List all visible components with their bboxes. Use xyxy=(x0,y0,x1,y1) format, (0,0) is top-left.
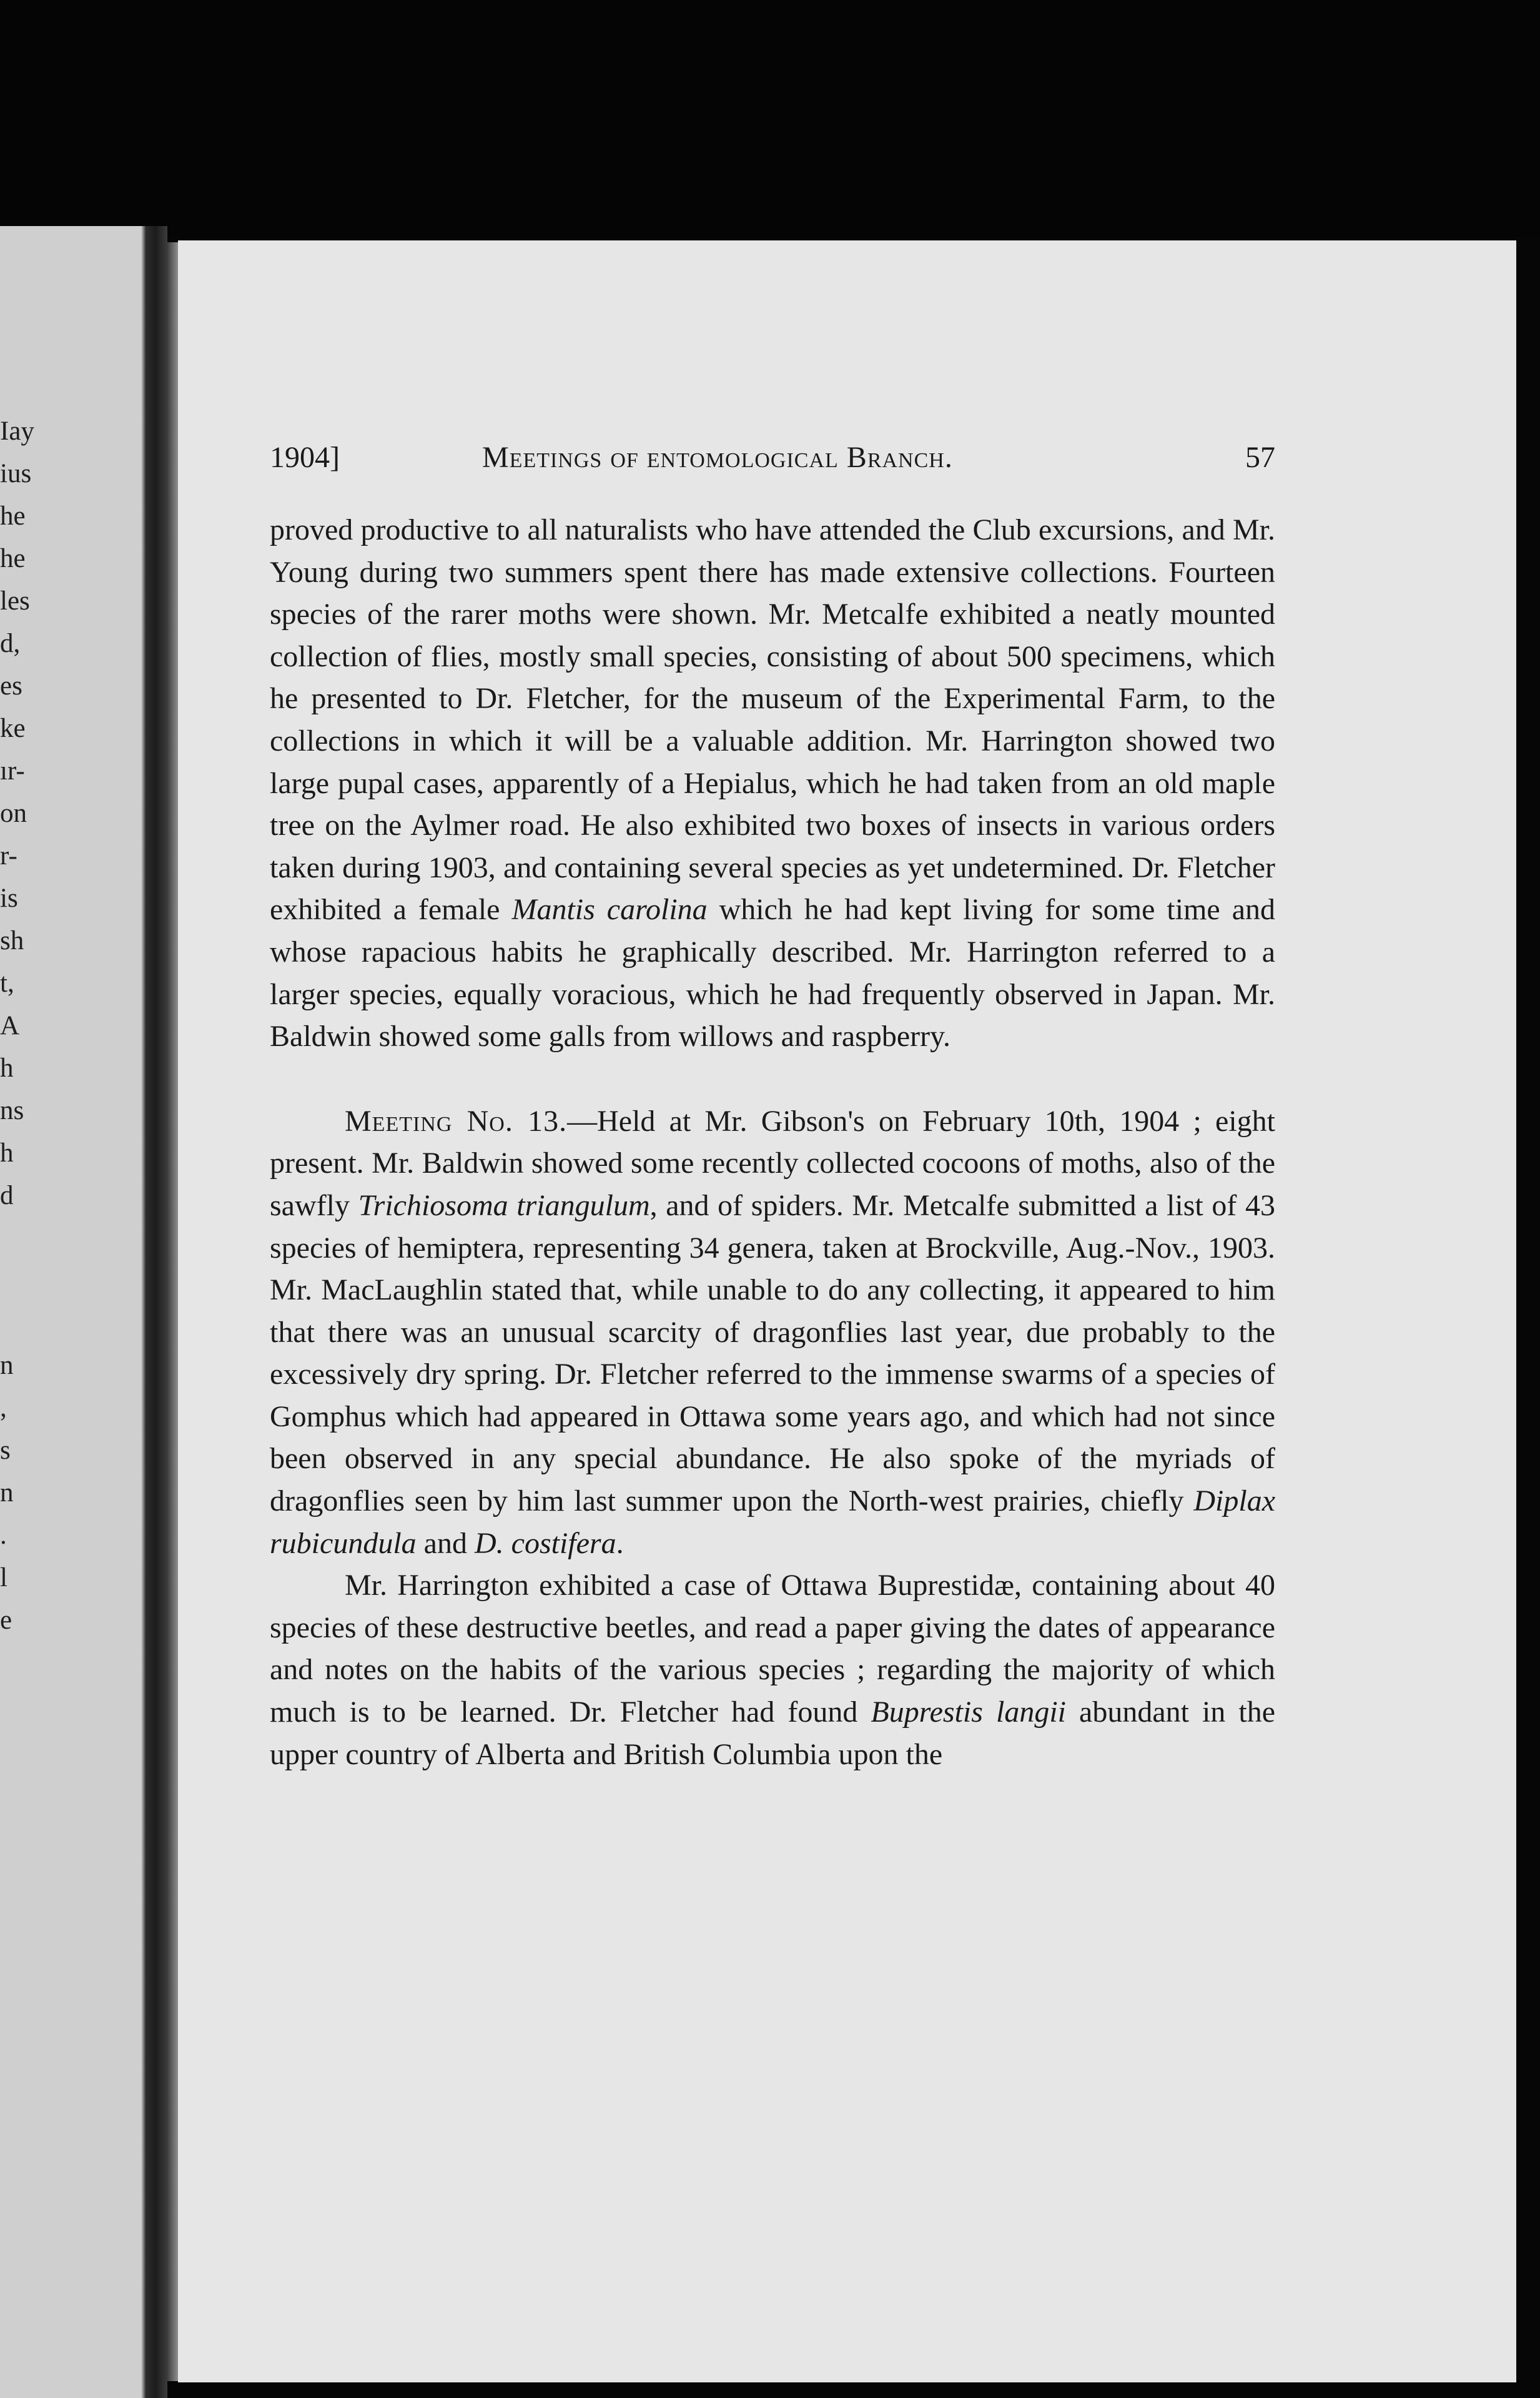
facing-page-line: is xyxy=(0,884,18,913)
binding-gutter xyxy=(141,226,167,2398)
facing-page-line: es xyxy=(0,671,22,701)
facing-page-line: d, xyxy=(0,629,21,658)
species-name: D. costifera xyxy=(474,1526,616,1560)
species-name: Buprestis langii xyxy=(871,1695,1066,1729)
film-border xyxy=(0,0,1540,237)
facing-page-line: r- xyxy=(0,841,17,871)
facing-page-line xyxy=(0,1260,145,1302)
meeting-heading: Meeting No. 13. xyxy=(345,1104,568,1138)
running-head-title: Meetings of entomological Branch. xyxy=(482,441,953,474)
facing-page-line: he xyxy=(0,544,26,573)
facing-page-line: , xyxy=(0,1393,7,1423)
facing-page-line: ke xyxy=(0,714,26,743)
facing-page-line: e xyxy=(0,1606,12,1635)
facing-page-line: h xyxy=(0,1053,14,1083)
paragraph-1 xyxy=(270,509,1275,1058)
paragraph-2-text: —Held at Mr. Gibson's on February 10th, 1904 ; eight present. Mr. Baldwin showed some recently collected cocoons of moths, also of the sawfly xyxy=(270,1104,1276,1222)
paragraph-3-text: Mr. Harrington exhibited a case of Ottawa Buprestidæ, containing about 40 species of these destructive beetles, and read a paper giving the dates of appearance and notes on the habits of the various species ; regarding the majority of which much is to be learned. Dr. Fletcher had found xyxy=(270,1569,1275,1729)
book-page xyxy=(178,240,1516,2382)
facing-page-line: Iay xyxy=(0,417,34,446)
paragraph-2-text-cont: , and of spiders. Mr. Metcalfe submitted a list of 43 species of hemiptera, representing 34 genera, taken at Brockville, Aug.-Nov., 1903. Mr. MacLaughlin stated that, while unable to do any collecting, it appeared to him that there was an unusual scarcity of dragonflies last year, due probably to the excessively dry spring. Dr. Fletcher referred to the immense swarms of a species of Gomphus which had appeared in Ottawa some years ago, and which had not since been observed in any special abundance. He also spoke of the myriads of dragonflies seen by him last summer upon the North-west prairies, chiefly xyxy=(270,1188,1275,1518)
facing-page-line xyxy=(0,1217,145,1260)
facing-page-line: l xyxy=(0,1563,7,1592)
running-head-year: 1904] xyxy=(270,441,340,474)
facing-page-line: ius xyxy=(0,459,32,488)
facing-page-line: A xyxy=(0,1011,20,1040)
paragraph-gap xyxy=(270,1058,1275,1100)
facing-page-line: d xyxy=(0,1181,14,1210)
paragraph-2-text-cont: and xyxy=(416,1526,475,1560)
facing-page-line: h xyxy=(0,1138,14,1168)
facing-page-line: sh xyxy=(0,926,24,955)
facing-page-line: s xyxy=(0,1436,11,1465)
paragraph-2 xyxy=(270,1100,1275,1565)
species-name: Mantis carolina xyxy=(511,893,708,927)
species-name: Trichiosoma triangulum xyxy=(358,1188,650,1222)
page-number: 57 xyxy=(1245,441,1275,474)
facing-page-line: he xyxy=(0,501,26,531)
facing-page-line: . xyxy=(0,1521,7,1550)
facing-page xyxy=(0,226,145,2398)
facing-page-line: n xyxy=(0,1478,14,1507)
facing-page-line: on xyxy=(0,799,27,828)
facing-page-line: n xyxy=(0,1351,14,1380)
running-head xyxy=(270,440,1275,490)
body-text xyxy=(270,509,1275,1775)
facing-page-line xyxy=(0,1302,145,1345)
facing-page-text xyxy=(0,410,145,1642)
species-name: Diplax rubicundula xyxy=(270,1484,1275,1560)
facing-page-line: ns xyxy=(0,1096,24,1125)
paragraph-3-text-cont: abundant in the upper country of Alberta and British Columbia upon the xyxy=(270,1695,1276,1771)
facing-page-line: les xyxy=(0,586,30,616)
facing-page-line: t, xyxy=(0,969,14,998)
facing-page-line: ır- xyxy=(0,756,25,786)
paragraph-2-text-end: . xyxy=(616,1526,624,1560)
paragraph-1-text-cont: which he had kept living for some time and whose rapacious habits he graphically described. Mr. Harrington referred to a larger species, equally voracious, which he had frequently observed in Japan. Mr. Baldwin showed some galls from willows and raspberry. xyxy=(270,893,1275,1053)
paragraph-3 xyxy=(270,1564,1275,1775)
paragraph-1-text: proved productive to all naturalists who have attended the Club excursions, and Mr. Young during two summers spent there has made extensive collections. Fourteen species of the rarer moths were shown. Mr. Metcalfe exhibited a neatly mounted collection of flies, mostly small species, consisting of about 500 specimens, which he presented to Dr. Fletcher, for the museum of the Experimental Farm, to the collections in which it will be a valuable addition. Mr. Harrington showed two large pupal cases, apparently of a Hepialus, which he had taken from an old maple tree on the Aylmer road. He also exhibited two boxes of insects in various orders taken during 1903, and containing several species as yet undetermined. Dr. Fletcher exhibited a female xyxy=(270,513,1275,927)
